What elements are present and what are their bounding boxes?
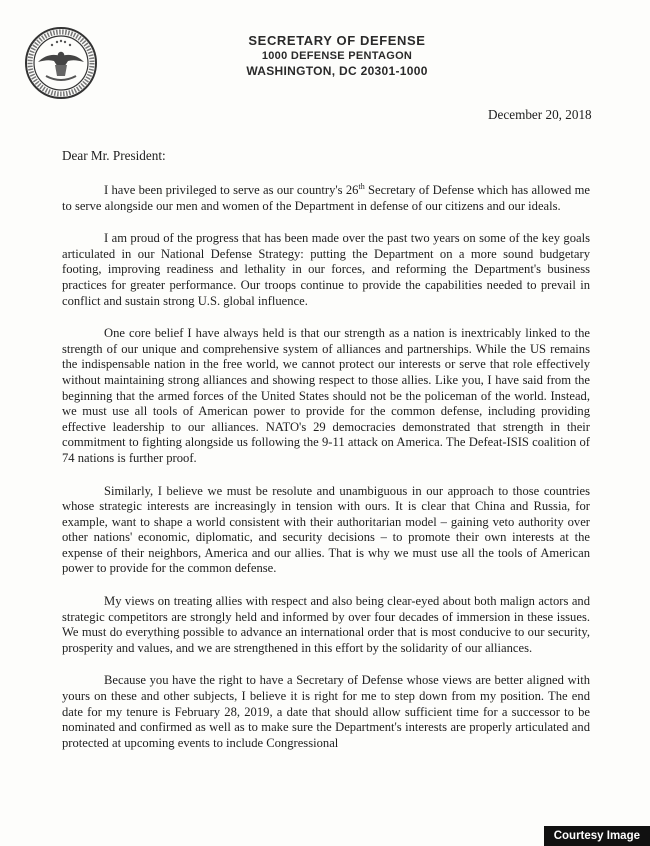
image-credit: Courtesy Image xyxy=(544,826,650,846)
letter-body xyxy=(62,183,590,768)
paragraph-3: One core belief I have always held is that our strength as a nation is inextricably linked to the strength of our unique and comprehensive system of alliances and partnerships. While the US remains the indispensable nation in the free world, we cannot protect our interests or serve that role effectively without maintaining strong alliances and showing respect to those allies. Like you, I have said from the beginning that the armed forces of the United States should not be the policeman of the world. Instead, we must use all tools of American power to provide for the common defense, including providing effective leadership to our alliances. NATO's 29 democracies demonstrated that strength in their commitment to fighting alongside us following the 9-11 attack on America. The Defeat-ISIS coalition of 74 nations is further proof. xyxy=(62,326,590,465)
letterhead-address: 1000 DEFENSE PENTAGON xyxy=(261,50,413,62)
salutation: Dear Mr. President: xyxy=(62,148,166,163)
ordinal-suffix: th xyxy=(358,181,365,191)
dod-seal-icon xyxy=(24,26,98,100)
letterhead-city: WASHINGTON, DC 20301-1000 xyxy=(246,64,428,78)
paragraph-1 xyxy=(62,183,590,214)
paragraph-6: Because you have the right to have a Secretary of Defense whose views are better aligned with yours on these and other subjects, I believe it is right for me to step down from my position. The end date for my tenure is February 28, 2019, a date that should allow sufficient time for a successor to be nominated and confirmed as well as to make sure the Department's interests are properly articulated and protected at upcoming events to include Congressional xyxy=(62,673,590,750)
paragraph-4: Similarly, I believe we must be resolute and unambiguous in our approach to those countries whose strategic interests are increasingly in tension with ours. It is clear that China and Russia, for example, want to shape a world consistent with their authoritarian model – gaining veto authority over other nations' economic, diplomatic, and security decisions – to promote their own interests at the expense of their neighbors, America and our allies. That is why we must use all the tools of American power to provide for the common defense. xyxy=(62,483,590,576)
paragraph-1-text-continued: Secretary of Defense which has allowed me to serve alongside our men and women of the Department in defense of our citizens and our ideals. xyxy=(62,183,591,213)
letterhead-title: SECRETARY OF DEFENSE xyxy=(248,33,426,48)
paragraph-2: I am proud of the progress that has been made over the past two years on some of the key goals articulated in our National Defense Strategy: putting the Department on a more sound budgetary footing, improving readiness and lethality in our forces, and reforming the Department's business practices for greater performance. Our troops continue to provide the capabilities needed to prevail in conflict and sustain strong U.S. global influence. xyxy=(62,231,590,308)
letter-date: December 20, 2018 xyxy=(488,107,592,122)
paragraph-5: My views on treating allies with respect and also being clear-eyed about both malign actors and strategic competitors are strongly held and informed by over four decades of immersion in these issues. We must do everything possible to advance an international order that is most conducive to our security, prosperity and values, and we are strengthened in this effort by the solidarity of our alliances. xyxy=(62,594,590,655)
letterhead xyxy=(222,33,452,79)
paragraph-1-text: I have been privileged to serve as our country's 26 xyxy=(104,183,359,197)
